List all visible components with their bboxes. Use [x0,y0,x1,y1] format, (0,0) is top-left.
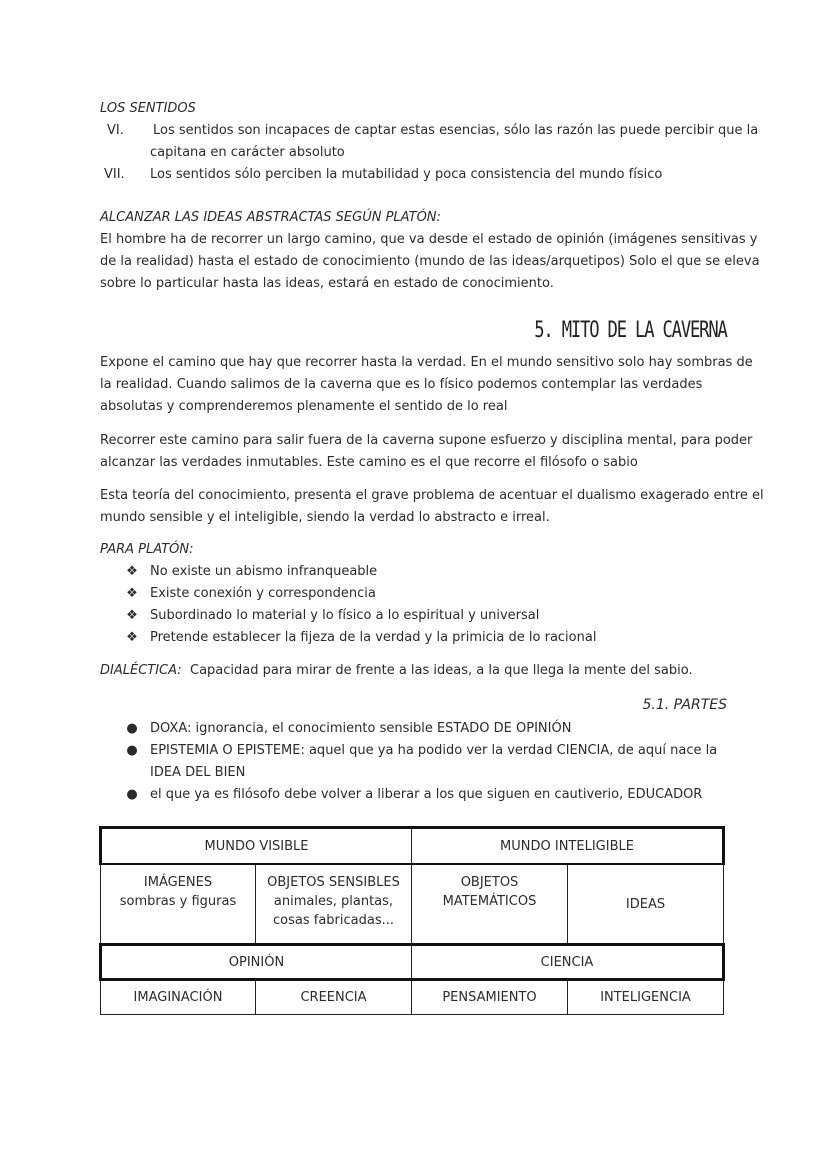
heading-para-platon: PARA PLATÓN: [100,542,194,557]
dot-bullet-icon: ● [126,743,138,758]
cell-line: animales, plantas, [273,894,394,909]
diamond-bullet-icon: ❖ [126,564,138,579]
table-cell [412,864,568,945]
table-cell: IMAGINACIÓN [101,980,256,1015]
cell-line: cosas fabricadas... [273,913,394,928]
table-cell: MUNDO INTELIGIBLE [412,828,724,865]
list-item-line: Los sentidos son incapaces de captar estas esencias, sólo las razón las puede percibir que la [153,123,759,138]
cell-line: sombras y figuras [119,894,237,909]
list-item: EPISTEMIA O EPISTEME: aquel que ya ha podido ver la verdad CIENCIA, de aquí nace la [150,743,718,758]
roman-numeral: VII. [104,167,125,182]
heading-alcanzar-ideas: ALCANZAR LAS IDEAS ABSTRACTAS SEGÚN PLATÓN: [100,210,441,225]
paragraph-line: Recorrer este camino para salir fuera de la caverna supone esfuerzo y disciplina mental, para poder [100,433,753,448]
table-cell: CREENCIA [256,980,412,1015]
list-item: el que ya es filósofo debe volver a liberar a los que siguen en cautiverio, EDUCADOR [150,787,703,802]
roman-numeral: VI. [107,123,124,138]
table-cell [568,864,724,945]
dialectica-label: DIALÉCTICA: [100,663,182,678]
table-row [101,828,724,865]
dialectica-text: Capacidad para mirar de frente a las ideas, a la que llega la mente del sabio. [190,663,693,678]
list-item: IDEA DEL BIEN [150,765,246,780]
list-item-line: Los sentidos sólo perciben la mutabilidad y poca consistencia del mundo físico [150,167,663,182]
table-cell [101,864,256,945]
knowledge-table [99,826,725,1015]
paragraph-line: la realidad. Cuando salimos de la caverna que es lo físico podemos contemplar las verdades [100,377,703,392]
paragraph-line: Esta teoría del conocimiento, presenta el grave problema de acentuar el dualismo exagerado entre el [100,488,764,503]
paragraph-line: de la realidad) hasta el estado de conocimiento (mundo de las ideas/arquetipos) Solo el que se eleva [100,254,760,269]
table-cell [256,864,412,945]
table-cell: PENSAMIENTO [412,980,568,1015]
subsection-title: 5.1. PARTES [642,697,727,713]
diamond-bullet-icon: ❖ [126,608,138,623]
diamond-bullet-icon: ❖ [126,586,138,601]
paragraph-line: El hombre ha de recorrer un largo camino, que va desde el estado de opinión (imágenes sensitivas y [100,232,758,247]
cell-line: OBJETOS SENSIBLES [267,875,400,890]
list-item: Subordinado lo material y lo físico a lo espiritual y universal [150,608,540,623]
table-cell: CIENCIA [412,945,724,980]
table-row [101,864,724,945]
list-item: No existe un abismo infranqueable [150,564,378,579]
paragraph-line: Expone el camino que hay que recorrer hasta la verdad. En el mundo sensitivo solo hay sombras de [100,355,753,370]
diamond-bullet-icon: ❖ [126,630,138,645]
paragraph-line: sobre lo particular hasta las ideas, estará en estado de conocimiento. [100,276,554,291]
section-title: 5. MITO DE LA CAVERNA [534,318,727,343]
list-item: DOXA: ignorancia, el conocimiento sensible ESTADO DE OPINIÓN [150,721,572,736]
cell-line: IDEAS [625,896,666,912]
table-row [101,980,724,1015]
table-row [101,945,724,980]
table-cell: INTELIGENCIA [568,980,724,1015]
list-item: Pretende establecer la fijeza de la verdad y la primicia de lo racional [150,630,597,645]
cell-line: OBJETOS [460,875,519,890]
heading-los-sentidos: LOS SENTIDOS [100,101,196,116]
list-item: Existe conexión y correspondencia [150,586,376,601]
dot-bullet-icon: ● [126,721,138,736]
table-cell: MUNDO VISIBLE [101,828,412,865]
cell-line: IMÁGENES [143,875,213,890]
paragraph-line: absolutas y comprenderemos plenamente el sentido de lo real [100,399,508,414]
table-cell: OPINIÓN [101,945,412,980]
paragraph-line: mundo sensible y el inteligible, siendo la verdad lo abstracto e irreal. [100,510,550,525]
list-item-line: capitana en carácter absoluto [150,145,345,160]
cell-line: MATEMÁTICOS [442,894,537,909]
paragraph-line: alcanzar las verdades inmutables. Este camino es el que recorre el filósofo o sabio [100,455,638,470]
dot-bullet-icon: ● [126,787,138,802]
